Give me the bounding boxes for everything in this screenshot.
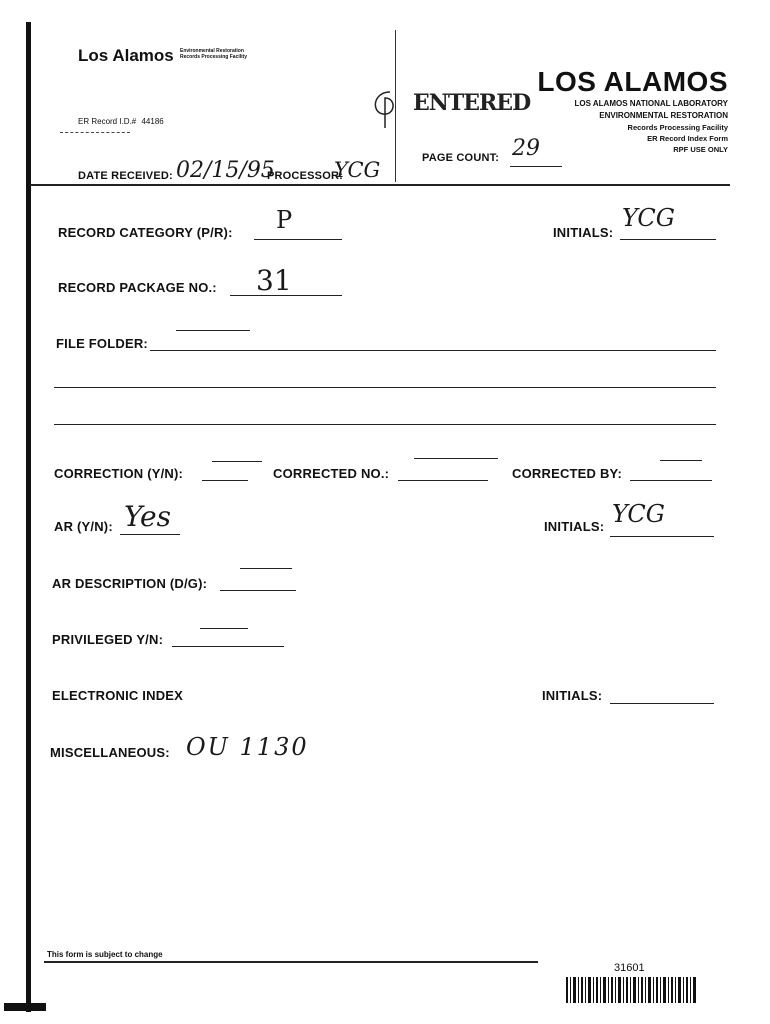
entered-stamp <box>365 84 531 135</box>
org-title: LOS ALAMOS <box>537 66 728 97</box>
corrected-by-line <box>630 480 712 481</box>
correction-dash <box>212 461 262 462</box>
org-block <box>537 66 728 155</box>
record-category-line <box>254 239 342 240</box>
barcode-number: 31601 <box>614 962 645 974</box>
record-package-line <box>230 295 342 296</box>
er-record-dash-line <box>60 132 130 133</box>
ar-description-dash <box>240 568 292 569</box>
privileged-label: PRIVILEGED Y/N: <box>52 632 164 647</box>
initials1-line <box>620 239 716 240</box>
initials2-label: INITIALS: <box>544 519 605 534</box>
org-line-4: ER Record Index Form <box>647 134 728 143</box>
file-folder-label: FILE FOLDER: <box>56 336 148 351</box>
record-category-label: RECORD CATEGORY (P/R): <box>58 225 233 240</box>
ar-value: Yes <box>124 500 171 533</box>
processor-label: PROCESSOR: <box>267 170 343 182</box>
facility-logo <box>78 46 247 66</box>
ar-line <box>120 534 180 535</box>
corrected-by-dash <box>660 460 702 461</box>
initials3-line <box>610 703 714 704</box>
corrected-no-dash <box>414 458 498 459</box>
initials2-line <box>610 536 714 537</box>
privileged-dash <box>200 628 248 629</box>
stamp-text: ENTERED <box>413 90 531 116</box>
record-category-value: P <box>276 206 293 234</box>
ar-description-label: AR DESCRIPTION (D/G): <box>52 576 208 591</box>
misc-value: OU 1130 <box>186 733 309 761</box>
date-received-value: 02/15/95 <box>176 158 275 183</box>
file-folder-line-3 <box>54 424 716 425</box>
file-folder-dash <box>176 330 250 331</box>
ar-label: AR (Y/N): <box>54 519 113 534</box>
org-line-3: Records Processing Facility <box>627 123 728 132</box>
corner-mark <box>4 1003 46 1011</box>
initials1-label: INITIALS: <box>553 225 614 240</box>
left-margin-bar <box>26 22 31 1012</box>
corrected-no-label: CORRECTED NO.: <box>273 466 390 481</box>
footer-notice: This form is subject to change <box>47 950 163 959</box>
processor-value: YCG <box>334 158 381 182</box>
privileged-line <box>172 646 284 647</box>
er-record-id-value: 44186 <box>141 117 164 126</box>
barcode-icon <box>566 977 696 1003</box>
footer-rule <box>44 961 538 963</box>
page-count-underline <box>510 166 562 167</box>
page-count-value: 29 <box>512 136 540 161</box>
er-record-id <box>78 117 164 126</box>
date-received-label: DATE RECEIVED: <box>78 170 173 182</box>
ar-description-line <box>220 590 296 591</box>
file-folder-line-1 <box>150 350 716 351</box>
facility-logo-text: Los Alamos <box>78 46 174 65</box>
initials1-value: YCG <box>622 204 675 232</box>
correction-line <box>202 480 248 481</box>
record-package-label: RECORD PACKAGE NO.: <box>58 280 217 295</box>
page-count-label: PAGE COUNT: <box>422 152 500 164</box>
initials3-label: INITIALS: <box>542 688 603 703</box>
electronic-index-label: ELECTRONIC INDEX <box>52 688 184 703</box>
record-package-value: 31 <box>256 264 292 297</box>
header-bottom-rule <box>30 184 730 186</box>
initials2-value: YCG <box>612 500 665 528</box>
org-line-2: ENVIRONMENTAL RESTORATION <box>599 111 728 120</box>
corrected-by-label: CORRECTED BY: <box>512 466 622 481</box>
barcode <box>566 977 696 1003</box>
misc-label: MISCELLANEOUS: <box>50 745 170 760</box>
er-record-id-label: ER Record I.D.# <box>78 117 137 126</box>
correction-label: CORRECTION (Y/N): <box>54 466 184 481</box>
org-line-1: LOS ALAMOS NATIONAL LABORATORY <box>574 99 728 108</box>
corrected-no-line <box>398 480 488 481</box>
org-line-5: RPF USE ONLY <box>673 145 728 154</box>
stamp-mark-icon <box>365 84 405 130</box>
facility-logo-subtext: Environmental Restoration Records Processing Facility <box>180 48 247 60</box>
file-folder-line-2 <box>54 387 716 388</box>
